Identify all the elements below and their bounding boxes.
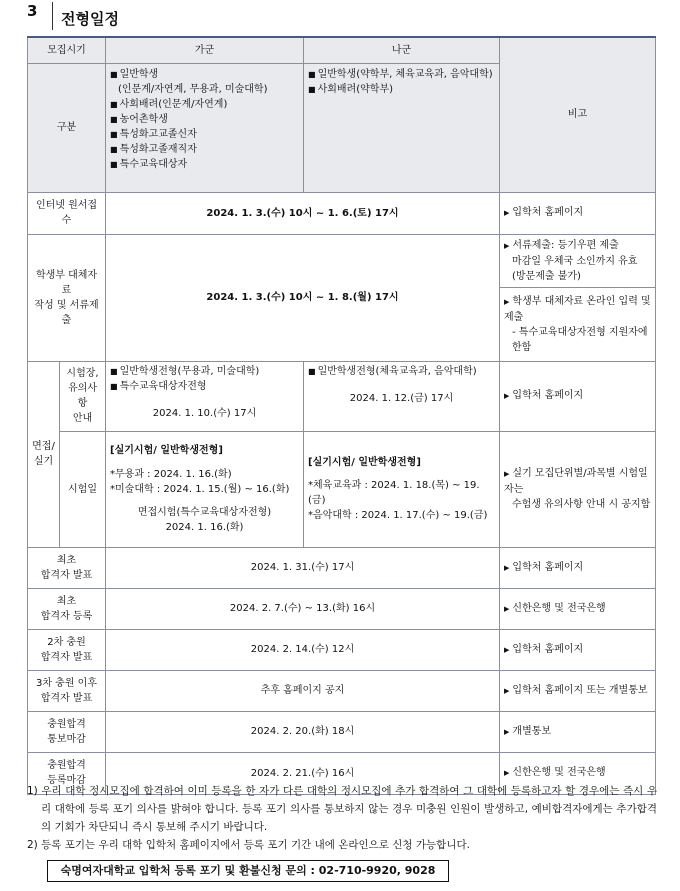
- row-label: 시험장, 유의사항 안내: [60, 361, 106, 431]
- list-item: ■ 특성화고교졸신자: [110, 128, 197, 140]
- right-triangle-icon: ▶: [504, 645, 510, 654]
- header-ga: 가군: [106, 37, 304, 63]
- footnote-1: 1) 우리 대학 정시모집에 합격하여 이미 등록을 한 자가 다른 대학의 정시모집에 추가 합격하여 그 대학에 등록하고자 할 경우에는 즉시 우리 대학에 등록 포기 의사를 밝혀야 합니다. 등록 포기 의사를 통보하지 않는 경우 미충원 인원이 발생하고, 예비합격자에게는 추가합격의 기회가 차단되니 즉시 통보해 주시기 바랍니다.: [27, 785, 657, 833]
- black-square-icon: ■: [308, 366, 316, 376]
- row-label: 충원합격 등록마감: [28, 752, 106, 794]
- black-square-icon: ■: [110, 99, 118, 109]
- row-value: 2024. 2. 14.(수) 12시: [106, 629, 500, 670]
- right-triangle-icon: ▶: [504, 727, 510, 736]
- row-label: 인터넷 원서접수: [28, 192, 106, 234]
- row-value: 2024. 2. 20.(화) 18시: [106, 711, 500, 752]
- footnotes: [27, 782, 657, 854]
- row-value: 추후 홈페이지 공지: [106, 670, 500, 711]
- row-value: 2024. 1. 3.(수) 10시 ~ 1. 8.(월) 17시: [106, 234, 500, 361]
- table-row: [28, 670, 656, 711]
- row-note: ▶ 입학처 홈페이지: [500, 192, 656, 234]
- black-square-icon: ■: [110, 159, 118, 169]
- row-note: ▶ 입학처 홈페이지: [500, 547, 656, 588]
- row-value: 2024. 2. 7.(수) ~ 13.(화) 16시: [106, 588, 500, 629]
- right-triangle-icon: ▶: [504, 686, 510, 695]
- black-square-icon: ■: [308, 69, 316, 79]
- section-number: 3: [27, 2, 38, 20]
- right-triangle-icon: ▶: [504, 241, 510, 250]
- table-header-row: [28, 37, 656, 63]
- row-note: ▶ 입학처 홈페이지: [500, 361, 656, 431]
- list-item: ■ 사회배려(인문계/자연계): [110, 98, 228, 110]
- header-na: 나군: [304, 37, 500, 63]
- contact-box: 숙명여자대학교 입학처 등록 포기 및 환불신청 문의 : 02-710-9920, 9028: [47, 860, 449, 882]
- section-divider: [52, 2, 53, 30]
- table-row: [28, 547, 656, 588]
- row-value: 2024. 1. 31.(수) 17시: [106, 547, 500, 588]
- black-square-icon: ■: [110, 144, 118, 154]
- right-triangle-icon: ▶: [504, 297, 510, 306]
- list-item: ■ 농어촌학생: [110, 113, 168, 125]
- black-square-icon: ■: [110, 114, 118, 124]
- row-value: 2024. 1. 3.(수) 10시 ~ 1. 6.(토) 17시: [106, 192, 500, 234]
- black-square-icon: ■: [110, 129, 118, 139]
- schedule-table: [27, 36, 656, 795]
- list-item: ■ 일반학생: [110, 68, 159, 80]
- black-square-icon: ■: [110, 381, 118, 391]
- exam-na: [실기시험/ 일반학생전형] *체육교육과 : 2024. 1. 18.(목) ~ 19.(금) *음악대학 : 2024. 1. 17.(수) ~ 19.(금): [304, 431, 500, 547]
- black-square-icon: ■: [110, 69, 118, 79]
- category-ga: [106, 63, 304, 192]
- row-label: 시험일: [60, 431, 106, 547]
- row-label: 최초 합격자 등록: [28, 588, 106, 629]
- row-note: ▶ 개별통보: [500, 711, 656, 752]
- row-label: 학생부 대체자료 작성 및 서류제출: [28, 234, 106, 361]
- row-note: ▶ 실기 모집단위별/과목별 시험일자는 수험생 유의사항 안내 시 공지함: [500, 431, 656, 547]
- table-row: [28, 431, 656, 547]
- notice-na: ■ 일반학생전형(체육교육과, 음악대학) 2024. 1. 12.(금) 17시: [304, 361, 500, 431]
- table-row: [28, 234, 656, 361]
- list-item: ■ 사회배려(약학부): [308, 83, 394, 95]
- row-note: ▶ 입학처 홈페이지 또는 개별통보: [500, 670, 656, 711]
- row-note: ▶ 신한은행 및 전국은행: [500, 588, 656, 629]
- list-item: ■ 특성화고졸재직자: [110, 143, 197, 155]
- table-row: [28, 588, 656, 629]
- row-note: ▶ 서류제출: 등기우편 제출 마감일 우체국 소인까지 유효 (방문제출 불가) ▶ 학생부 대체자료 온라인 입력 및 제출 - 특수교육대상자전형 지원자에 한함: [500, 234, 656, 361]
- row-label: 3차 충원 이후 합격자 발표: [28, 670, 106, 711]
- exam-ga: [실기시험/ 일반학생전형] *무용과 : 2024. 1. 16.(화) *미술대학 : 2024. 1. 15.(월) ~ 16.(화) 면접시험(특수교육대상자전형) 2024. 1. 16.(화): [106, 431, 304, 547]
- row-label: 2차 충원 합격자 발표: [28, 629, 106, 670]
- footnote-2: 2) 등록 포기는 우리 대학 입학처 홈페이지에서 등록 포기 기간 내에 온라인으로 신청 가능합니다.: [27, 839, 470, 851]
- black-square-icon: ■: [110, 366, 118, 376]
- right-triangle-icon: ▶: [504, 604, 510, 613]
- row-note: ▶ 입학처 홈페이지: [500, 629, 656, 670]
- row-value: 2024. 2. 21.(수) 16시: [106, 752, 500, 794]
- table-row: [28, 192, 656, 234]
- list-item: (인문계/자연계, 무용과, 미술대학): [118, 83, 268, 95]
- table-row: [28, 629, 656, 670]
- section-header: [0, 0, 680, 34]
- notice-ga: ■ 일반학생전형(무용과, 미술대학) ■ 특수교육대상자전형 2024. 1. 10.(수) 17시: [106, 361, 304, 431]
- right-triangle-icon: ▶: [504, 392, 510, 400]
- table-row: [28, 361, 656, 431]
- row-label: 충원합격 통보마감: [28, 711, 106, 752]
- list-item: ■ 특수교육대상자: [110, 158, 188, 170]
- right-triangle-icon: ▶: [504, 209, 510, 217]
- right-triangle-icon: ▶: [504, 769, 510, 777]
- header-period: 모집시기: [28, 37, 106, 63]
- category-na: [304, 63, 500, 192]
- right-triangle-icon: ▶: [504, 563, 510, 572]
- right-triangle-icon: ▶: [504, 470, 510, 478]
- list-item: ■ 일반학생(약학부, 체육교육과, 음악대학): [308, 68, 493, 80]
- black-square-icon: ■: [308, 84, 316, 94]
- category-label: 구분: [28, 63, 106, 192]
- section-title: 전형일정: [61, 10, 119, 28]
- row-label: 최초 합격자 발표: [28, 547, 106, 588]
- header-remarks: 비고: [500, 37, 656, 192]
- interview-label: 면접/ 실기: [28, 361, 60, 547]
- table-row: [28, 711, 656, 752]
- row-note: ▶ 신한은행 및 전국은행: [500, 752, 656, 794]
